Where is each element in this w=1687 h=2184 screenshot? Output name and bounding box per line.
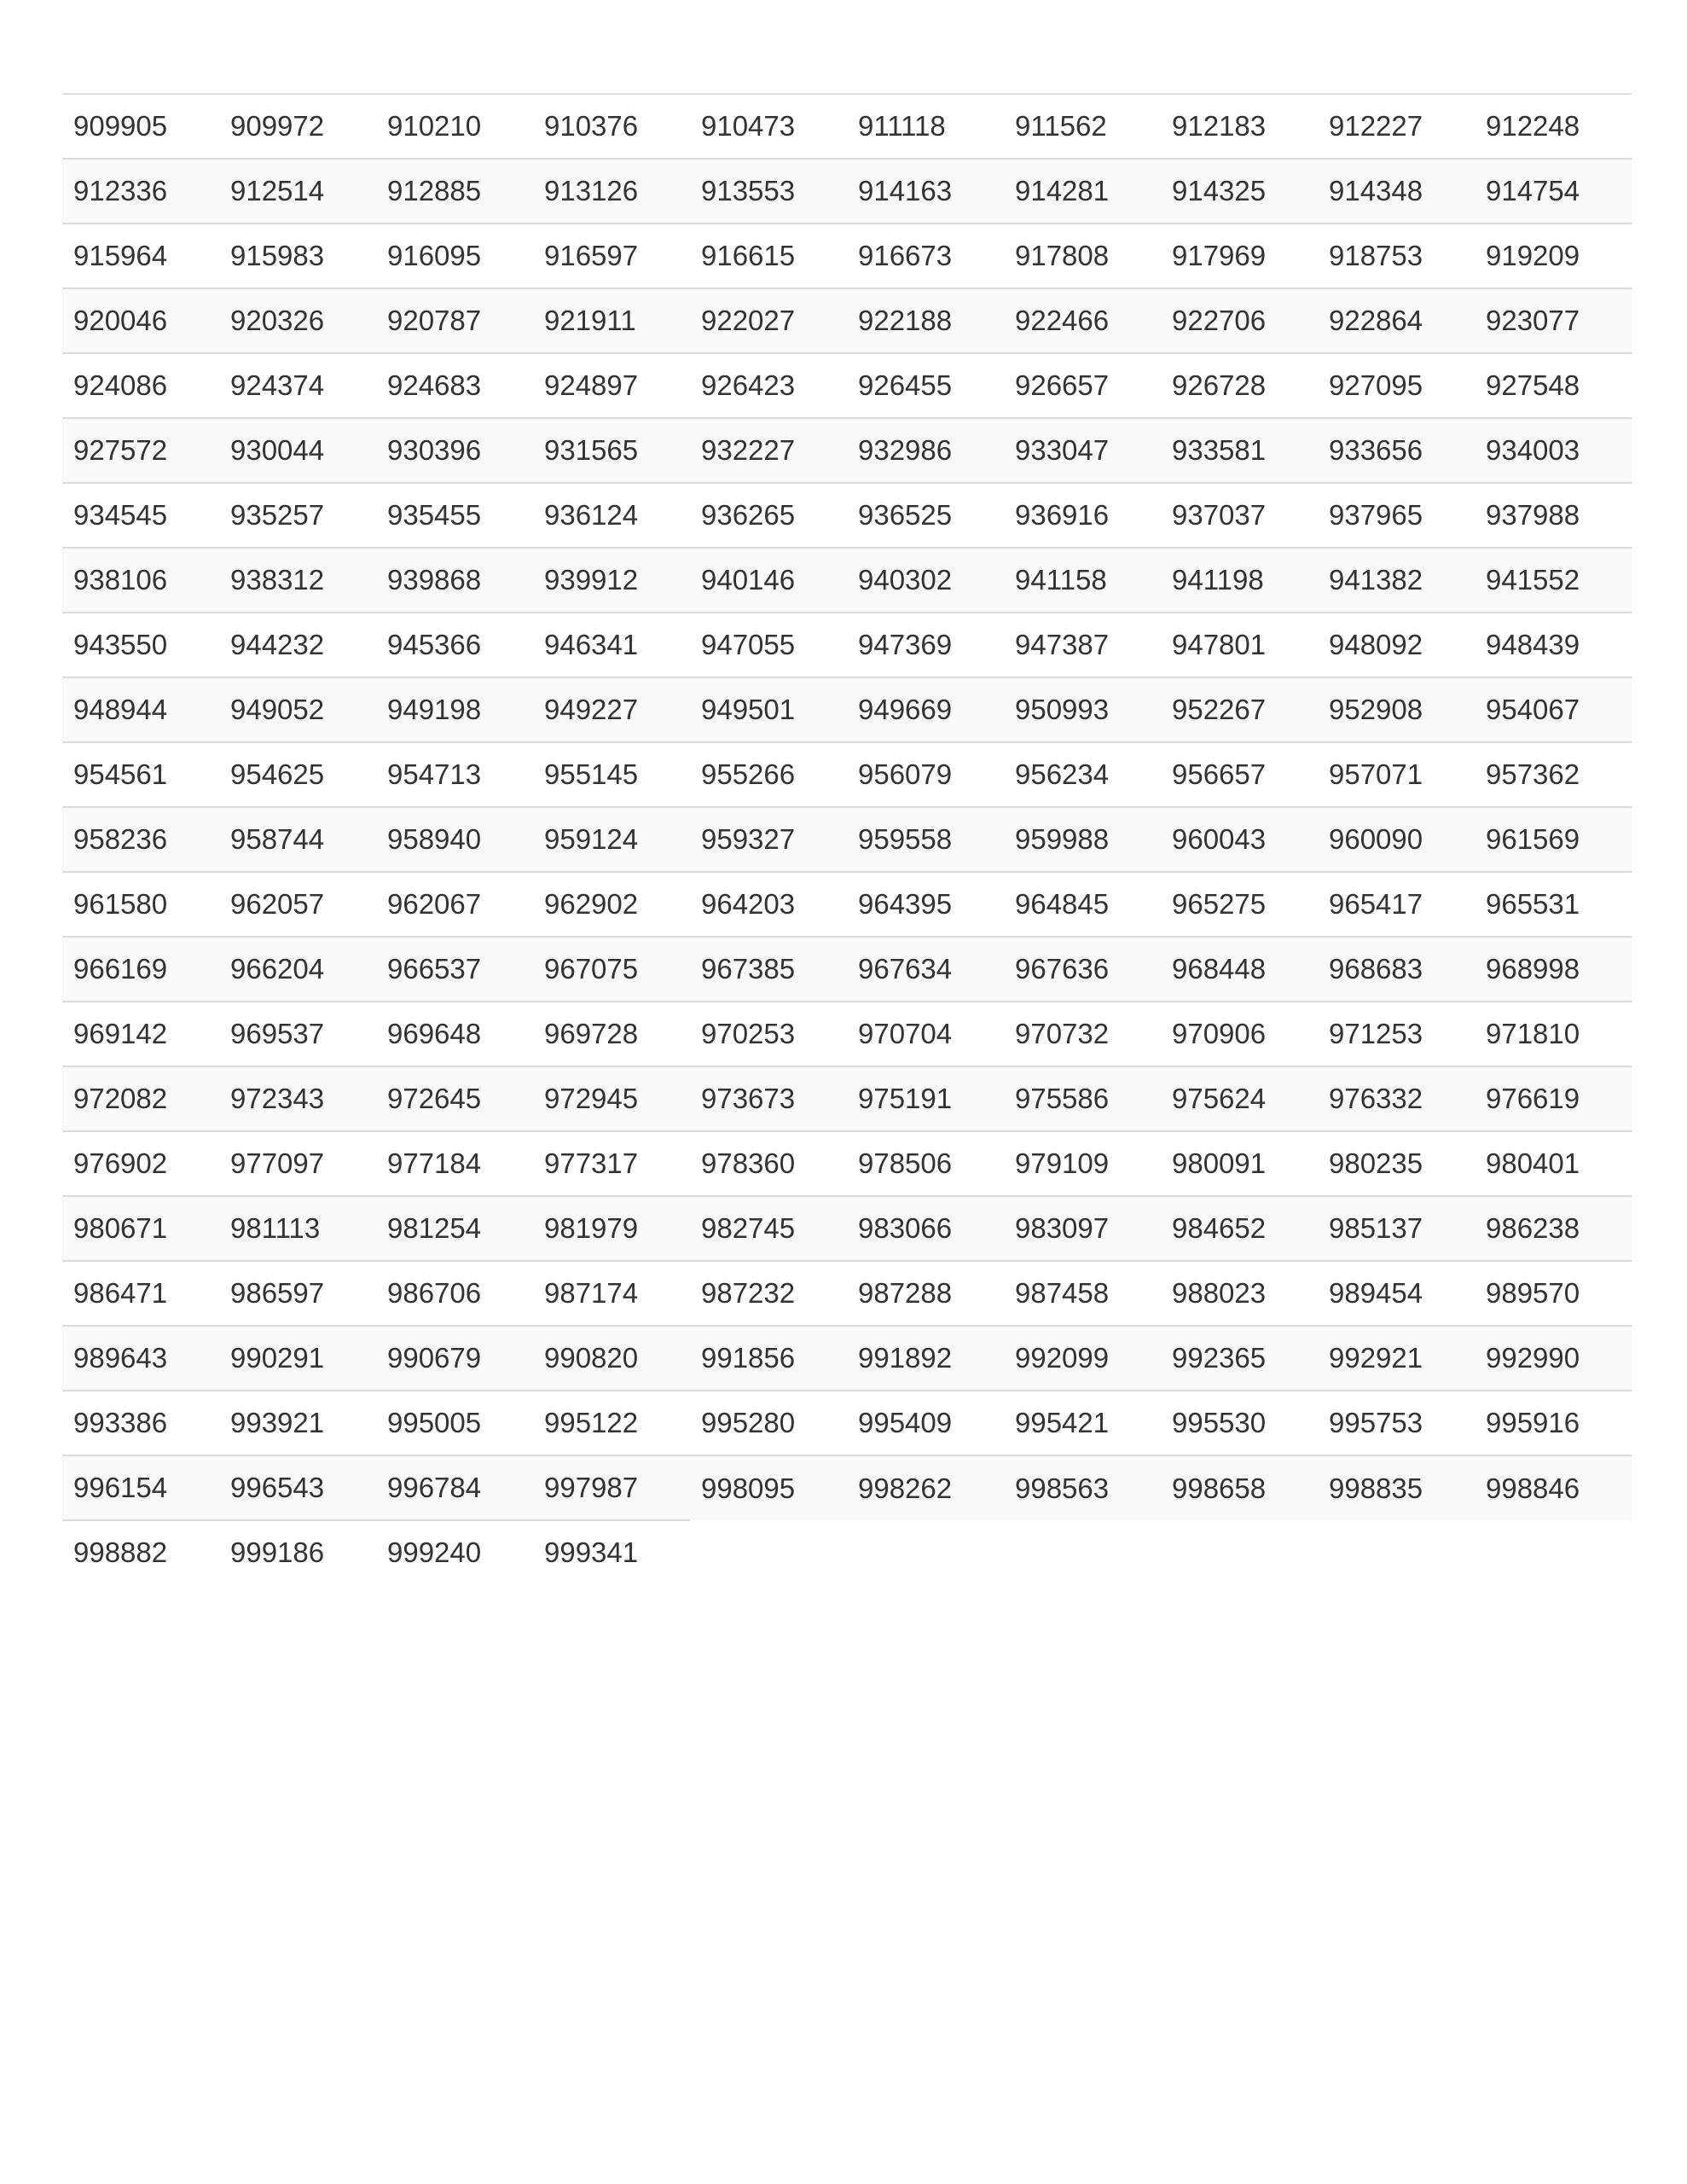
table-cell-empty: [1004, 1520, 1161, 1584]
table-cell: 990291: [219, 1326, 376, 1391]
table-cell: 998095: [690, 1455, 847, 1520]
table-cell: 936916: [1004, 483, 1161, 548]
number-table-body: [62, 94, 1632, 1584]
table-cell: 992099: [1004, 1326, 1161, 1391]
table-cell: 998882: [62, 1520, 219, 1584]
table-cell: 987232: [690, 1261, 847, 1326]
table-cell: 934545: [62, 483, 219, 548]
table-cell: 937037: [1161, 483, 1318, 548]
table-cell: 917969: [1161, 224, 1318, 288]
table-cell: 912514: [219, 159, 376, 224]
table-cell: 985137: [1318, 1196, 1475, 1261]
table-cell: 995916: [1475, 1391, 1632, 1455]
table-cell: 956657: [1161, 742, 1318, 807]
table-cell: 920046: [62, 288, 219, 353]
table-cell: 977184: [376, 1131, 533, 1196]
table-cell: 912885: [376, 159, 533, 224]
table-cell: 922027: [690, 288, 847, 353]
table-cell: 981113: [219, 1196, 376, 1261]
table-cell: 959327: [690, 807, 847, 872]
table-row: [62, 418, 1632, 483]
table-cell: 933656: [1318, 418, 1475, 483]
table-cell: 990679: [376, 1326, 533, 1391]
table-cell: 921911: [533, 288, 690, 353]
table-cell: 952267: [1161, 677, 1318, 742]
table-cell: 991856: [690, 1326, 847, 1391]
table-cell: 966537: [376, 937, 533, 1002]
table-cell: 998262: [847, 1455, 1004, 1520]
table-cell: 986706: [376, 1261, 533, 1326]
table-cell: 980401: [1475, 1131, 1632, 1196]
table-cell: 976332: [1318, 1066, 1475, 1131]
table-cell: 976902: [62, 1131, 219, 1196]
table-cell: 991892: [847, 1326, 1004, 1391]
table-cell: 920787: [376, 288, 533, 353]
table-cell: 986238: [1475, 1196, 1632, 1261]
table-cell: 910473: [690, 94, 847, 159]
table-cell: 969648: [376, 1002, 533, 1066]
table-cell: 940146: [690, 548, 847, 613]
table-cell: 926423: [690, 353, 847, 418]
table-cell: 914348: [1318, 159, 1475, 224]
table-cell: 967636: [1004, 937, 1161, 1002]
table-cell: 922188: [847, 288, 1004, 353]
table-cell: 965417: [1318, 872, 1475, 937]
table-cell: 941198: [1161, 548, 1318, 613]
table-cell: 948439: [1475, 613, 1632, 677]
table-cell: 972343: [219, 1066, 376, 1131]
table-cell: 981254: [376, 1196, 533, 1261]
table-cell: 999186: [219, 1520, 376, 1584]
table-cell: 914754: [1475, 159, 1632, 224]
table-cell: 955266: [690, 742, 847, 807]
table-cell: 936265: [690, 483, 847, 548]
table-cell: 996543: [219, 1455, 376, 1520]
table-cell: 980671: [62, 1196, 219, 1261]
table-cell: 941382: [1318, 548, 1475, 613]
table-cell: 986471: [62, 1261, 219, 1326]
table-cell: 995753: [1318, 1391, 1475, 1455]
table-cell: 916673: [847, 224, 1004, 288]
table-cell: 998835: [1318, 1455, 1475, 1520]
table-cell: 958236: [62, 807, 219, 872]
table-cell: 924683: [376, 353, 533, 418]
table-cell: 970704: [847, 1002, 1004, 1066]
table-cell: 946341: [533, 613, 690, 677]
table-cell: 930396: [376, 418, 533, 483]
table-cell: 976619: [1475, 1066, 1632, 1131]
table-cell: 958940: [376, 807, 533, 872]
table-cell: 922466: [1004, 288, 1161, 353]
table-cell: 935455: [376, 483, 533, 548]
table-row: [62, 1261, 1632, 1326]
table-cell: 986597: [219, 1261, 376, 1326]
table-cell: 961569: [1475, 807, 1632, 872]
table-cell: 916597: [533, 224, 690, 288]
table-cell: 975586: [1004, 1066, 1161, 1131]
table-cell: 987288: [847, 1261, 1004, 1326]
table-cell: 975624: [1161, 1066, 1318, 1131]
table-row: [62, 613, 1632, 677]
table-cell: 954067: [1475, 677, 1632, 742]
table-cell: 964395: [847, 872, 1004, 937]
table-cell: 916095: [376, 224, 533, 288]
table-cell: 933047: [1004, 418, 1161, 483]
table-row: [62, 677, 1632, 742]
table-cell: 918753: [1318, 224, 1475, 288]
table-cell: 949501: [690, 677, 847, 742]
table-cell: 987174: [533, 1261, 690, 1326]
table-cell: 966204: [219, 937, 376, 1002]
table-row: [62, 353, 1632, 418]
table-cell: 912227: [1318, 94, 1475, 159]
number-list-page: [62, 93, 1632, 1584]
table-cell: 912336: [62, 159, 219, 224]
table-row: [62, 1196, 1632, 1261]
table-cell: 977097: [219, 1131, 376, 1196]
table-cell: 954713: [376, 742, 533, 807]
table-cell: 956234: [1004, 742, 1161, 807]
table-cell: 970906: [1161, 1002, 1318, 1066]
table-cell: 934003: [1475, 418, 1632, 483]
table-cell: 914281: [1004, 159, 1161, 224]
table-cell: 939868: [376, 548, 533, 613]
table-cell: 975191: [847, 1066, 1004, 1131]
table-row: [62, 548, 1632, 613]
table-cell: 967385: [690, 937, 847, 1002]
table-cell-empty: [1475, 1520, 1632, 1584]
table-cell: 922706: [1161, 288, 1318, 353]
table-cell: 967634: [847, 937, 1004, 1002]
table-cell: 989643: [62, 1326, 219, 1391]
table-cell: 967075: [533, 937, 690, 1002]
table-cell: 947801: [1161, 613, 1318, 677]
table-cell: 959558: [847, 807, 1004, 872]
table-cell: 938312: [219, 548, 376, 613]
table-cell: 968998: [1475, 937, 1632, 1002]
number-table: [62, 93, 1632, 1584]
table-cell: 998846: [1475, 1455, 1632, 1520]
table-cell: 999341: [533, 1520, 690, 1584]
table-row: [62, 937, 1632, 1002]
table-cell: 912183: [1161, 94, 1318, 159]
table-cell: 926455: [847, 353, 1004, 418]
table-cell: 940302: [847, 548, 1004, 613]
table-cell: 971253: [1318, 1002, 1475, 1066]
table-cell: 997987: [533, 1455, 690, 1520]
table-cell: 996784: [376, 1455, 533, 1520]
table-cell: 960043: [1161, 807, 1318, 872]
table-cell: 995122: [533, 1391, 690, 1455]
table-cell: 949052: [219, 677, 376, 742]
table-cell: 977317: [533, 1131, 690, 1196]
table-cell: 941552: [1475, 548, 1632, 613]
table-row: [62, 1131, 1632, 1196]
table-cell: 978360: [690, 1131, 847, 1196]
table-cell: 950993: [1004, 677, 1161, 742]
table-cell: 954561: [62, 742, 219, 807]
table-cell: 931565: [533, 418, 690, 483]
table-cell: 922864: [1318, 288, 1475, 353]
table-cell: 957362: [1475, 742, 1632, 807]
table-cell: 970732: [1004, 1002, 1161, 1066]
table-cell: 912248: [1475, 94, 1632, 159]
table-cell: 990820: [533, 1326, 690, 1391]
table-cell: 969537: [219, 1002, 376, 1066]
table-cell: 955145: [533, 742, 690, 807]
table-cell: 947369: [847, 613, 1004, 677]
table-cell: 979109: [1004, 1131, 1161, 1196]
table-cell: 924374: [219, 353, 376, 418]
table-cell: 949669: [847, 677, 1004, 742]
table-cell: 911562: [1004, 94, 1161, 159]
table-cell: 927572: [62, 418, 219, 483]
table-cell: 915964: [62, 224, 219, 288]
table-cell: 992990: [1475, 1326, 1632, 1391]
table-cell: 959124: [533, 807, 690, 872]
table-cell: 937988: [1475, 483, 1632, 548]
table-cell: 972645: [376, 1066, 533, 1131]
table-cell: 988023: [1161, 1261, 1318, 1326]
table-cell: 964203: [690, 872, 847, 937]
table-cell: 945366: [376, 613, 533, 677]
table-cell: 939912: [533, 548, 690, 613]
table-cell: 998563: [1004, 1455, 1161, 1520]
table-cell: 909972: [219, 94, 376, 159]
table-cell: 930044: [219, 418, 376, 483]
table-cell: 995280: [690, 1391, 847, 1455]
table-cell: 995530: [1161, 1391, 1318, 1455]
table-cell: 937965: [1318, 483, 1475, 548]
table-cell: 915983: [219, 224, 376, 288]
table-cell: 965275: [1161, 872, 1318, 937]
table-cell: 948092: [1318, 613, 1475, 677]
table-cell: 920326: [219, 288, 376, 353]
table-cell: 948944: [62, 677, 219, 742]
table-cell: 947387: [1004, 613, 1161, 677]
table-cell: 961580: [62, 872, 219, 937]
table-cell: 957071: [1318, 742, 1475, 807]
table-cell: 924086: [62, 353, 219, 418]
table-cell: 949227: [533, 677, 690, 742]
table-cell: 983066: [847, 1196, 1004, 1261]
table-cell: 949198: [376, 677, 533, 742]
table-cell: 933581: [1161, 418, 1318, 483]
table-cell: 926657: [1004, 353, 1161, 418]
table-cell: 938106: [62, 548, 219, 613]
table-cell: 936124: [533, 483, 690, 548]
table-row: [62, 224, 1632, 288]
table-cell: 996154: [62, 1455, 219, 1520]
table-cell: 969728: [533, 1002, 690, 1066]
table-cell: 923077: [1475, 288, 1632, 353]
table-cell-empty: [1161, 1520, 1318, 1584]
table-cell: 909905: [62, 94, 219, 159]
table-cell: 980235: [1318, 1131, 1475, 1196]
table-cell: 980091: [1161, 1131, 1318, 1196]
table-cell: 941158: [1004, 548, 1161, 613]
table-cell: 989570: [1475, 1261, 1632, 1326]
table-cell: 962902: [533, 872, 690, 937]
table-cell: 972082: [62, 1066, 219, 1131]
table-cell: 989454: [1318, 1261, 1475, 1326]
table-cell: 983097: [1004, 1196, 1161, 1261]
table-row: [62, 159, 1632, 224]
table-cell: 936525: [847, 483, 1004, 548]
table-row: [62, 1455, 1632, 1520]
table-row: [62, 1002, 1632, 1066]
table-cell: 993921: [219, 1391, 376, 1455]
table-cell: 932227: [690, 418, 847, 483]
table-row: [62, 1520, 1632, 1584]
table-cell: 982745: [690, 1196, 847, 1261]
table-cell: 962057: [219, 872, 376, 937]
table-cell: 966169: [62, 937, 219, 1002]
table-cell-empty: [1318, 1520, 1475, 1584]
table-cell: 924897: [533, 353, 690, 418]
table-row: [62, 1326, 1632, 1391]
table-cell: 913553: [690, 159, 847, 224]
table-cell: 916615: [690, 224, 847, 288]
table-cell: 935257: [219, 483, 376, 548]
table-cell: 984652: [1161, 1196, 1318, 1261]
table-row: [62, 872, 1632, 937]
table-row: [62, 94, 1632, 159]
table-row: [62, 742, 1632, 807]
table-cell: 959988: [1004, 807, 1161, 872]
table-cell: 968683: [1318, 937, 1475, 1002]
table-cell: 910210: [376, 94, 533, 159]
table-cell: 970253: [690, 1002, 847, 1066]
table-cell: 968448: [1161, 937, 1318, 1002]
table-row: [62, 483, 1632, 548]
table-cell: 992921: [1318, 1326, 1475, 1391]
table-cell: 960090: [1318, 807, 1475, 872]
table-cell: 995409: [847, 1391, 1004, 1455]
table-cell: 962067: [376, 872, 533, 937]
table-cell: 954625: [219, 742, 376, 807]
table-cell: 969142: [62, 1002, 219, 1066]
table-cell: 943550: [62, 613, 219, 677]
table-cell: 927548: [1475, 353, 1632, 418]
table-cell: 956079: [847, 742, 1004, 807]
table-cell: 972945: [533, 1066, 690, 1131]
table-cell: 919209: [1475, 224, 1632, 288]
table-cell: 926728: [1161, 353, 1318, 418]
table-cell: 917808: [1004, 224, 1161, 288]
table-cell: 914325: [1161, 159, 1318, 224]
table-cell: 971810: [1475, 1002, 1632, 1066]
table-cell-empty: [847, 1520, 1004, 1584]
table-cell: 913126: [533, 159, 690, 224]
table-row: [62, 288, 1632, 353]
table-cell: 978506: [847, 1131, 1004, 1196]
table-row: [62, 1066, 1632, 1131]
table-cell: 992365: [1161, 1326, 1318, 1391]
table-row: [62, 1391, 1632, 1455]
table-cell: 993386: [62, 1391, 219, 1455]
table-cell: 932986: [847, 418, 1004, 483]
table-cell: 944232: [219, 613, 376, 677]
table-cell: 981979: [533, 1196, 690, 1261]
table-cell: 947055: [690, 613, 847, 677]
table-cell: 958744: [219, 807, 376, 872]
table-cell: 965531: [1475, 872, 1632, 937]
table-cell: 964845: [1004, 872, 1161, 937]
table-cell: 987458: [1004, 1261, 1161, 1326]
table-cell: 998658: [1161, 1455, 1318, 1520]
table-cell: 914163: [847, 159, 1004, 224]
table-cell: 995421: [1004, 1391, 1161, 1455]
table-cell: 995005: [376, 1391, 533, 1455]
table-cell: 911118: [847, 94, 1004, 159]
table-cell: 910376: [533, 94, 690, 159]
table-cell: 973673: [690, 1066, 847, 1131]
table-cell: 927095: [1318, 353, 1475, 418]
table-cell-empty: [690, 1520, 847, 1584]
table-cell: 952908: [1318, 677, 1475, 742]
table-row: [62, 807, 1632, 872]
table-cell: 999240: [376, 1520, 533, 1584]
